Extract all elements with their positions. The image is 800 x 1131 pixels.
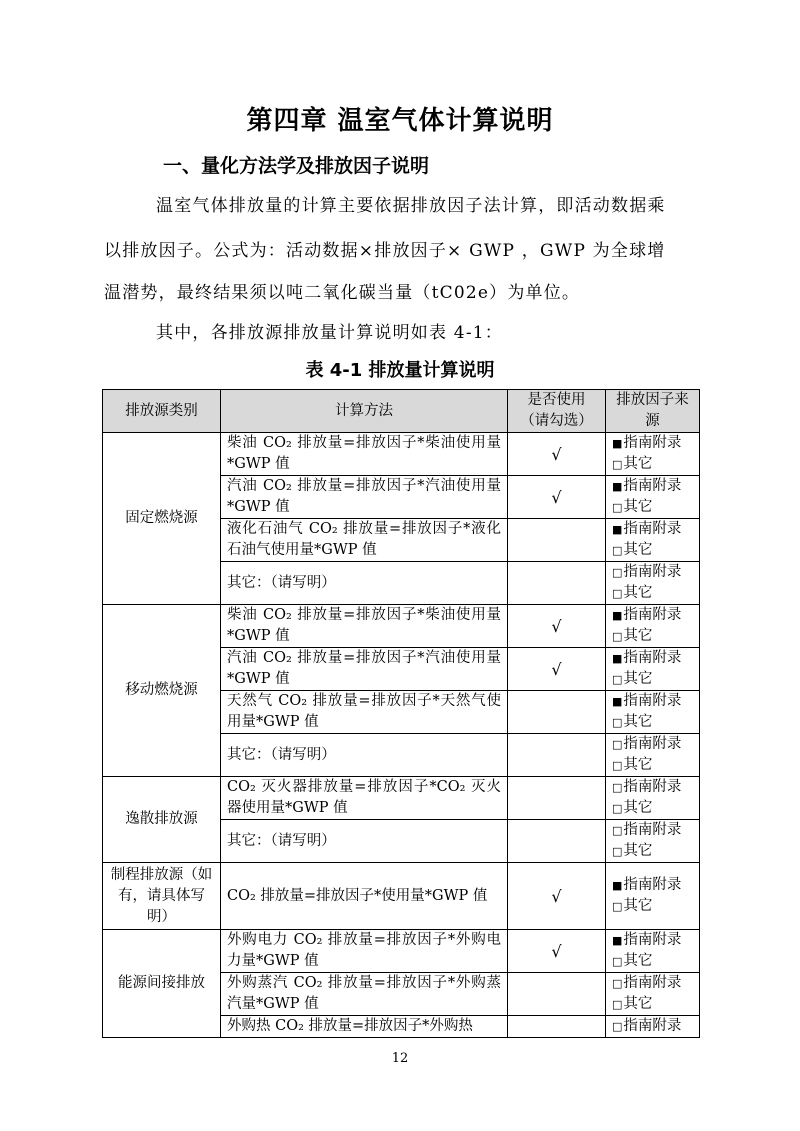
unchecked-box-icon: □ — [612, 977, 623, 990]
unchecked-box-icon: □ — [612, 566, 623, 579]
source-option-guide[interactable]: ■指南附录 — [612, 693, 682, 709]
category-cell: 移动燃烧源 — [103, 605, 221, 777]
source-cell — [606, 562, 700, 605]
used-cell-empty[interactable] — [508, 820, 606, 863]
source-option-other[interactable]: □其它 — [612, 671, 653, 687]
used-checkmark: √ — [508, 476, 606, 519]
table-header-row — [103, 390, 700, 433]
unchecked-box-icon: □ — [612, 501, 623, 514]
checked-box-icon: ■ — [612, 480, 623, 493]
method-cell: 其它：（请写明） — [221, 562, 508, 605]
source-cell — [606, 930, 700, 973]
unchecked-box-icon: □ — [612, 900, 623, 913]
emission-calculation-table — [102, 389, 700, 1038]
unchecked-box-icon: □ — [612, 630, 623, 643]
unchecked-box-icon: □ — [612, 998, 623, 1011]
source-option-guide[interactable]: ■指南附录 — [612, 478, 682, 494]
table-row — [103, 605, 700, 648]
source-option-other[interactable]: □其它 — [612, 953, 653, 969]
source-option-guide[interactable]: □指南附录 — [612, 736, 682, 752]
section-title: 一、量化方法学及排放因子说明 — [163, 155, 430, 177]
used-cell-empty[interactable] — [508, 777, 606, 820]
source-cell — [606, 777, 700, 820]
source-option-guide[interactable]: □指南附录 — [612, 975, 682, 991]
source-cell — [606, 648, 700, 691]
unchecked-box-icon: □ — [612, 845, 623, 858]
unchecked-box-icon: □ — [612, 955, 623, 968]
source-option-other[interactable]: □其它 — [612, 585, 653, 601]
method-cell: 外购电力 CO₂ 排放量=排放因子*外购电力量*GWP 值 — [221, 930, 508, 973]
method-cell: 汽油 CO₂ 排放量=排放因子*汽油使用量*GWP 值 — [221, 648, 508, 691]
source-option-guide[interactable]: ■指南附录 — [612, 877, 682, 893]
source-option-other[interactable]: □其它 — [612, 800, 653, 816]
checked-box-icon: ■ — [612, 934, 623, 947]
unchecked-box-icon: □ — [612, 544, 623, 557]
checked-box-icon: ■ — [612, 652, 623, 665]
source-option-other[interactable]: □其它 — [612, 757, 653, 773]
paragraph-1: 温室气体排放量的计算主要依据排放因子法计算，即活动数据乘 — [156, 196, 666, 216]
table-row — [103, 930, 700, 973]
used-cell-empty[interactable] — [508, 519, 606, 562]
source-option-other[interactable]: □其它 — [612, 628, 653, 644]
method-cell: 天然气 CO₂ 排放量=排放因子*天然气使用量*GWP 值 — [221, 691, 508, 734]
method-cell: CO₂ 灭火器排放量=排放因子*CO₂ 灭火器使用量*GWP 值 — [221, 777, 508, 820]
source-cell — [606, 519, 700, 562]
method-cell: 液化石油气 CO₂ 排放量=排放因子*液化石油气使用量*GWP 值 — [221, 519, 508, 562]
used-cell-empty[interactable] — [508, 973, 606, 1016]
used-cell-empty[interactable] — [508, 562, 606, 605]
source-option-other[interactable]: □其它 — [612, 996, 653, 1012]
used-cell-empty[interactable] — [508, 691, 606, 734]
paragraph-4: 其中，各排放源排放量计算说明如表 4-1： — [156, 323, 503, 343]
unchecked-box-icon: □ — [612, 802, 623, 815]
method-cell: 外购热 CO₂ 排放量=排放因子*外购热 — [221, 1016, 508, 1038]
source-option-guide[interactable]: ■指南附录 — [612, 607, 682, 623]
source-option-other[interactable]: □其它 — [612, 843, 653, 859]
source-option-other[interactable]: □其它 — [612, 714, 653, 730]
method-cell: 柴油 CO₂ 排放量=排放因子*柴油使用量*GWP 值 — [221, 433, 508, 476]
unchecked-box-icon: □ — [612, 587, 623, 600]
table-row — [103, 433, 700, 476]
unchecked-box-icon: □ — [612, 673, 623, 686]
source-option-guide[interactable]: ■指南附录 — [612, 650, 682, 666]
unchecked-box-icon: □ — [612, 738, 623, 751]
source-cell — [606, 433, 700, 476]
unchecked-box-icon: □ — [612, 1020, 623, 1033]
method-cell: 其它：（请写明） — [221, 820, 508, 863]
used-checkmark: √ — [508, 930, 606, 973]
page-number: 12 — [391, 1051, 409, 1066]
used-cell-empty[interactable] — [508, 1016, 606, 1038]
checked-box-icon: ■ — [612, 879, 623, 892]
unchecked-box-icon: □ — [612, 759, 623, 772]
source-cell — [606, 605, 700, 648]
method-cell: 汽油 CO₂ 排放量=排放因子*汽油使用量*GWP 值 — [221, 476, 508, 519]
source-option-other[interactable]: □其它 — [612, 542, 653, 558]
category-cell: 逸散排放源 — [103, 777, 221, 863]
unchecked-box-icon: □ — [612, 824, 623, 837]
table-caption: 表 4-1 排放量计算说明 — [305, 360, 495, 381]
unchecked-box-icon: □ — [612, 458, 623, 471]
used-checkmark: √ — [508, 648, 606, 691]
category-cell: 能源间接排放 — [103, 930, 221, 1038]
method-cell: 外购蒸汽 CO₂ 排放量=排放因子*外购蒸汽量*GWP 值 — [221, 973, 508, 1016]
source-option-guide[interactable]: □指南附录 — [612, 1018, 682, 1034]
category-cell: 制程排放源（如有，请具体写明） — [103, 863, 221, 930]
source-option-guide[interactable]: ■指南附录 — [612, 521, 682, 537]
source-cell — [606, 820, 700, 863]
source-option-other[interactable]: □其它 — [612, 898, 653, 914]
header-method: 计算方法 — [221, 390, 508, 433]
used-checkmark: √ — [508, 433, 606, 476]
checked-box-icon: ■ — [612, 695, 623, 708]
source-cell — [606, 973, 700, 1016]
source-option-other[interactable]: □其它 — [612, 456, 653, 472]
header-source: 排放因子来源 — [606, 390, 700, 433]
used-checkmark: √ — [508, 605, 606, 648]
checked-box-icon: ■ — [612, 609, 623, 622]
paragraph-3: 温潜势，最终结果须以吨二氧化碳当量（tC02e）为单位。 — [104, 283, 581, 303]
unchecked-box-icon: □ — [612, 716, 623, 729]
source-option-guide[interactable]: ■指南附录 — [612, 932, 682, 948]
table-row — [103, 777, 700, 820]
source-cell — [606, 691, 700, 734]
chapter-title: 第四章 温室气体计算说明 — [246, 106, 554, 136]
source-cell — [606, 863, 700, 930]
source-cell — [606, 734, 700, 777]
source-option-guide[interactable]: □指南附录 — [612, 822, 682, 838]
source-option-other[interactable]: □其它 — [612, 499, 653, 515]
used-checkmark: √ — [508, 863, 606, 930]
source-cell — [606, 1016, 700, 1038]
source-cell — [606, 476, 700, 519]
method-cell: 其它：（请写明） — [221, 734, 508, 777]
method-cell: 柴油 CO₂ 排放量=排放因子*柴油使用量*GWP 值 — [221, 605, 508, 648]
checked-box-icon: ■ — [612, 437, 623, 450]
source-option-guide[interactable]: ■指南附录 — [612, 435, 682, 451]
method-cell: CO₂ 排放量=排放因子*使用量*GWP 值 — [221, 863, 508, 930]
category-cell: 固定燃烧源 — [103, 433, 221, 605]
used-cell-empty[interactable] — [508, 734, 606, 777]
source-option-guide[interactable]: □指南附录 — [612, 564, 682, 580]
header-category: 排放源类别 — [103, 390, 221, 433]
paragraph-2: 以排放因子。公式为：活动数据×排放因子× GWP ，GWP 为全球增 — [104, 241, 666, 261]
checked-box-icon: ■ — [612, 523, 623, 536]
unchecked-box-icon: □ — [612, 781, 623, 794]
source-option-guide[interactable]: □指南附录 — [612, 779, 682, 795]
table-row — [103, 863, 700, 930]
header-used: 是否使用（请勾选） — [508, 390, 606, 433]
